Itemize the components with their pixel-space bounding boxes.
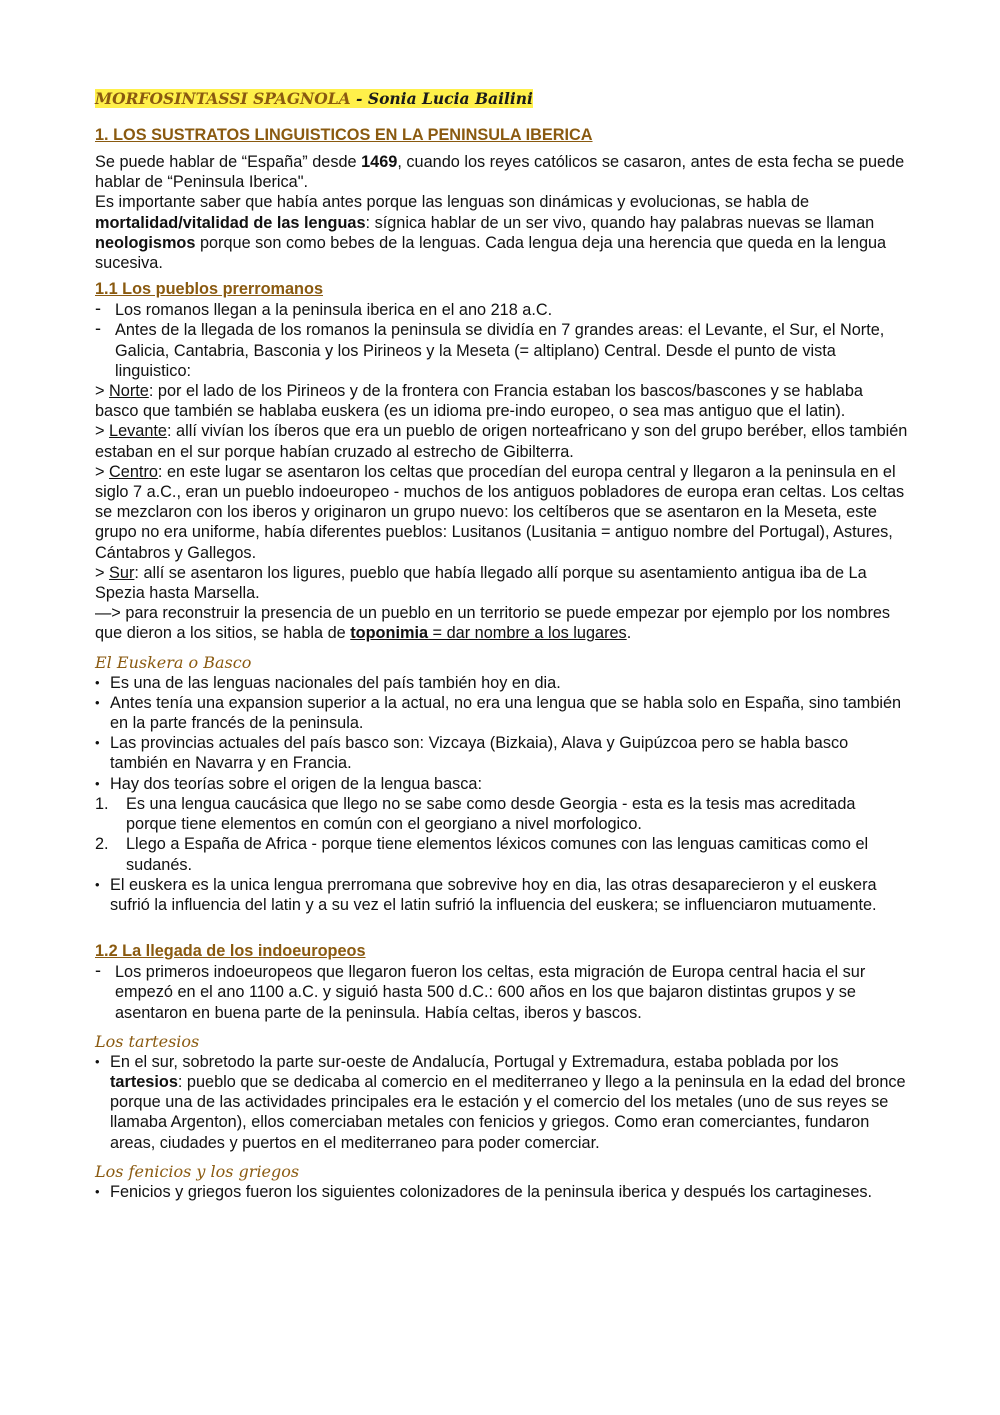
toponimia-note: —> para reconstruir la presencia de un pueblo en un territorio se puede empezar por ejemplo por los nombres que dieron a los sitios, se habla de toponimia = dar nombre a los lugares. [95, 604, 891, 643]
region-sur: > Sur: allí se asentaron los ligures, pueblo que había llegado allí porque su asentamiento antigua iba de La Spezia hasta Marsella. [95, 563, 867, 603]
tartesios-bullets [95, 1052, 910, 1153]
list-item: 2. Llego a España de Africa - porque tiene elementos léxicos comunes con las lenguas camiticas como el sudanés. [95, 835, 869, 874]
intro-paragraph-1: Se puede hablar de “España” desde 1469, cuando los reyes católicos se casaron, antes de esta fecha se puede hablar de “Peninsula Iberica". [95, 153, 905, 192]
subsection-euskera: El Euskera o Basco [95, 652, 252, 672]
euskera-bullets [95, 673, 910, 794]
region-levante: > Levante: allí vivían los íberos que era un pueblo de origen norteafricano y son del grupo beréber, ellos también estaban en el sur porque habían cruzado al estrecho de Gibilterra. [95, 422, 908, 461]
fenicios-bullets [95, 1182, 910, 1202]
section-heading-1: 1. LOS SUSTRATOS LINGUISTICOS EN LA PENINSULA IBERICA [95, 126, 593, 144]
list-item: • Es una de las lenguas nacionales del país también hoy en dia. [95, 673, 910, 693]
list-item: • Fenicios y griegos fueron los siguientes colonizadores de la peninsula iberica y después los cartagineses. [95, 1182, 910, 1202]
course-title: MORFOSINTASSI SPAGNOLA [95, 89, 351, 108]
intro-paragraph-2: Es importante saber que había antes porque las lenguas son dinámicas y evolucionas, se habla de mortalidad/vitalidad de las lenguas: sígnica hablar de un ser vivo, quando hay palabras nuevas se llaman neologismos porque son como bebes de la lenguas. Cada lengua deja una herencia que queda en la lengua sucesiva. [95, 193, 887, 273]
subsection-tartesios: Los tartesios [95, 1031, 200, 1051]
list-item: • Las provincias actuales del país basco son: Vizcaya (Bizkaia), Alava y Guipúzcoa pero se habla basco también en Navarra y en Francia. [95, 733, 910, 773]
prerromanos-list [95, 300, 910, 381]
list-item: - Los romanos llegan a la peninsula iberica en el ano 218 a.C. [95, 300, 910, 320]
region-centro: > Centro: en este lugar se asentaron los celtas que procedían del europa central y llegaron a la peninsula en el siglo 7 a.C., eran un pueblo indoeuropeo - muchos de los antiguos pobladores de europa eran celtas. Los celtas se mezclaron con los iberos y originaron un grupo nuevo: los celtíberos que se asentaron en la Meseta, este grupo no era uniforme, había diferentes pueblos: Lusitanos (Lusitania = antiguo nombre del Portugal), Astures, Cántabros y Gallegos. [95, 462, 905, 562]
list-item: • Antes tenía una expansion superior a la actual, no era una lengua que se habla solo en España, sino también en la parte francés de la peninsula. [95, 693, 910, 733]
list-item: • Hay dos teorías sobre el origen de la lengua basca: [95, 774, 910, 794]
list-item: • En el sur, sobretodo la parte sur-oeste de Andalucía, Portugal y Extremadura, estaba poblada por los tartesios: pueblo que se dedicaba al comercio en el mediterraneo y llego a la peninsula en la edad del bronce porque una de las actividades principales era le estación y el comercio del los metales (uno de sus reyes se llamaba Argenton), ellos comerciaban metales con fenicios y griegos. Como eran comerciantes, fundaron areas, ciudades y puertos en el mediterraneo para poder comerciar. [95, 1052, 910, 1153]
document-title [95, 88, 910, 110]
euskera-theories [95, 794, 910, 875]
region-norte: > Norte: por el lado de los Pirineos y de la frontera con Francia estaban los bascos/bascones y se hablaba basco que también se hablaba euskera (es un idioma pre-indo europeo, o sea mas antiguo que el latin). [95, 382, 863, 421]
subsection-fenicios: Los fenicios y los griegos [95, 1161, 300, 1181]
author-name: - Sonia Lucia Bailini [350, 89, 533, 108]
list-item: - Antes de la llegada de los romanos la peninsula se dividía en 7 grandes areas: el Levante, el Sur, el Norte, Galicia, Cantabria, Basconia y los Pirineos y la Meseta (= altiplano) Central. Desde el punto de vista linguistico: [95, 320, 910, 381]
section-heading-1-1: 1.1 Los pueblos prerromanos [95, 280, 323, 299]
document-page [95, 88, 910, 1202]
euskera-bullets-2 [95, 875, 910, 915]
list-item: - Los primeros indoeuropeos que llegaron fueron los celtas, esta migración de Europa central hacia el sur empezó en el ano 1100 a.C. y siguió hasta 500 d.C.: 600 años en los que bajaron distintas grupos y se asentaron en buena parte de la peninsula. Había celtas, iberos y bascos. [95, 962, 910, 1023]
indoeuropeos-list [95, 962, 910, 1023]
list-item: 1. Es una lengua caucásica que llego no se sabe como desde Georgia - esta es la tesis mas acreditada porque tiene elementos en común con el georgiano a nivel morfologico. [95, 794, 856, 834]
list-item: • El euskera es la unica lengua prerromana que sobrevive hoy en dia, las otras desaparecieron y el euskera sufrió la influencia del latin y a su vez el latin sufrió la influencia del euskera; se influenciaron mutuamente. [95, 875, 910, 915]
section-heading-1-2: 1.2 La llegada de los indoeuropeos [95, 942, 366, 961]
